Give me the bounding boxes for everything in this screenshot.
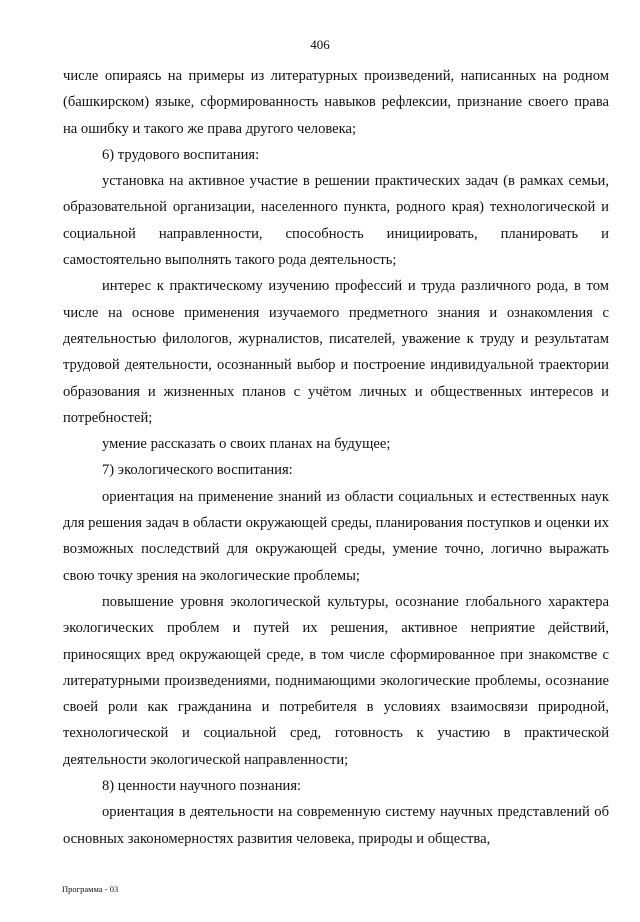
page-number: 406 [310,37,330,52]
paragraph: числе опираясь на примеры из литературных произведений, написанных на родном (башкирском) языке, сформированность навыков рефлексии, признание своего права на ошибку и такого же права другого человека; [63,68,609,137]
paragraph: умение рассказать о своих планах на будущее; [102,436,391,453]
section-heading: 7) экологического воспитания: [102,462,293,479]
paragraph: интерес к практическому изучению профессий и труда различного рода, в том числе на основе применения изучаемого предметного знания и ознакомления с деятельностью филологов, журналистов, писателей, уважение к труду и результатам трудовой деятельности, осознанный выбор и построение индивидуальной траектории образования и жизненных планов с учётом личных и общественных интересов и потребностей; [63,278,609,426]
paragraph: повышение уровня экологической культуры, осознание глобального характера экологических проблем и путей их решения, активное неприятие действий, приносящих вред окружающей среде, в том числе сформированное при знакомстве с литературными произведениями, поднимающими экологические проблемы, осознание своей роли как гражданина и потребителя в условиях взаимосвязи природной, технологической и социальной сред, готовность к участию в практической деятельности экологической направленности; [63,593,609,768]
section-heading: 8) ценности научного познания: [102,778,302,795]
section-heading: 6) трудового воспитания: [102,146,260,163]
paragraph: ориентация на применение знаний из области социальных и естественных наук для решения задач в области окружающей среды, планирования поступков и оценки их возможных последствий для окружающей среды, умение точно, логично выражать свою точку зрения на экологические проблемы; [63,488,609,584]
paragraph: установка на активное участие в решении практических задач (в рамках семьи, образовательной организации, населенного пункта, родного края) технологической и социальной направленности, способность инициировать, планировать и самостоятельно выполнять такого рода деятельность; [63,173,609,269]
paragraph: ориентация в деятельности на современную систему научных представлений об основных закономерностях развития человека, природы и общества, [63,804,609,847]
document-body [63,63,609,852]
page-footer: Программа - 03 [62,884,119,894]
